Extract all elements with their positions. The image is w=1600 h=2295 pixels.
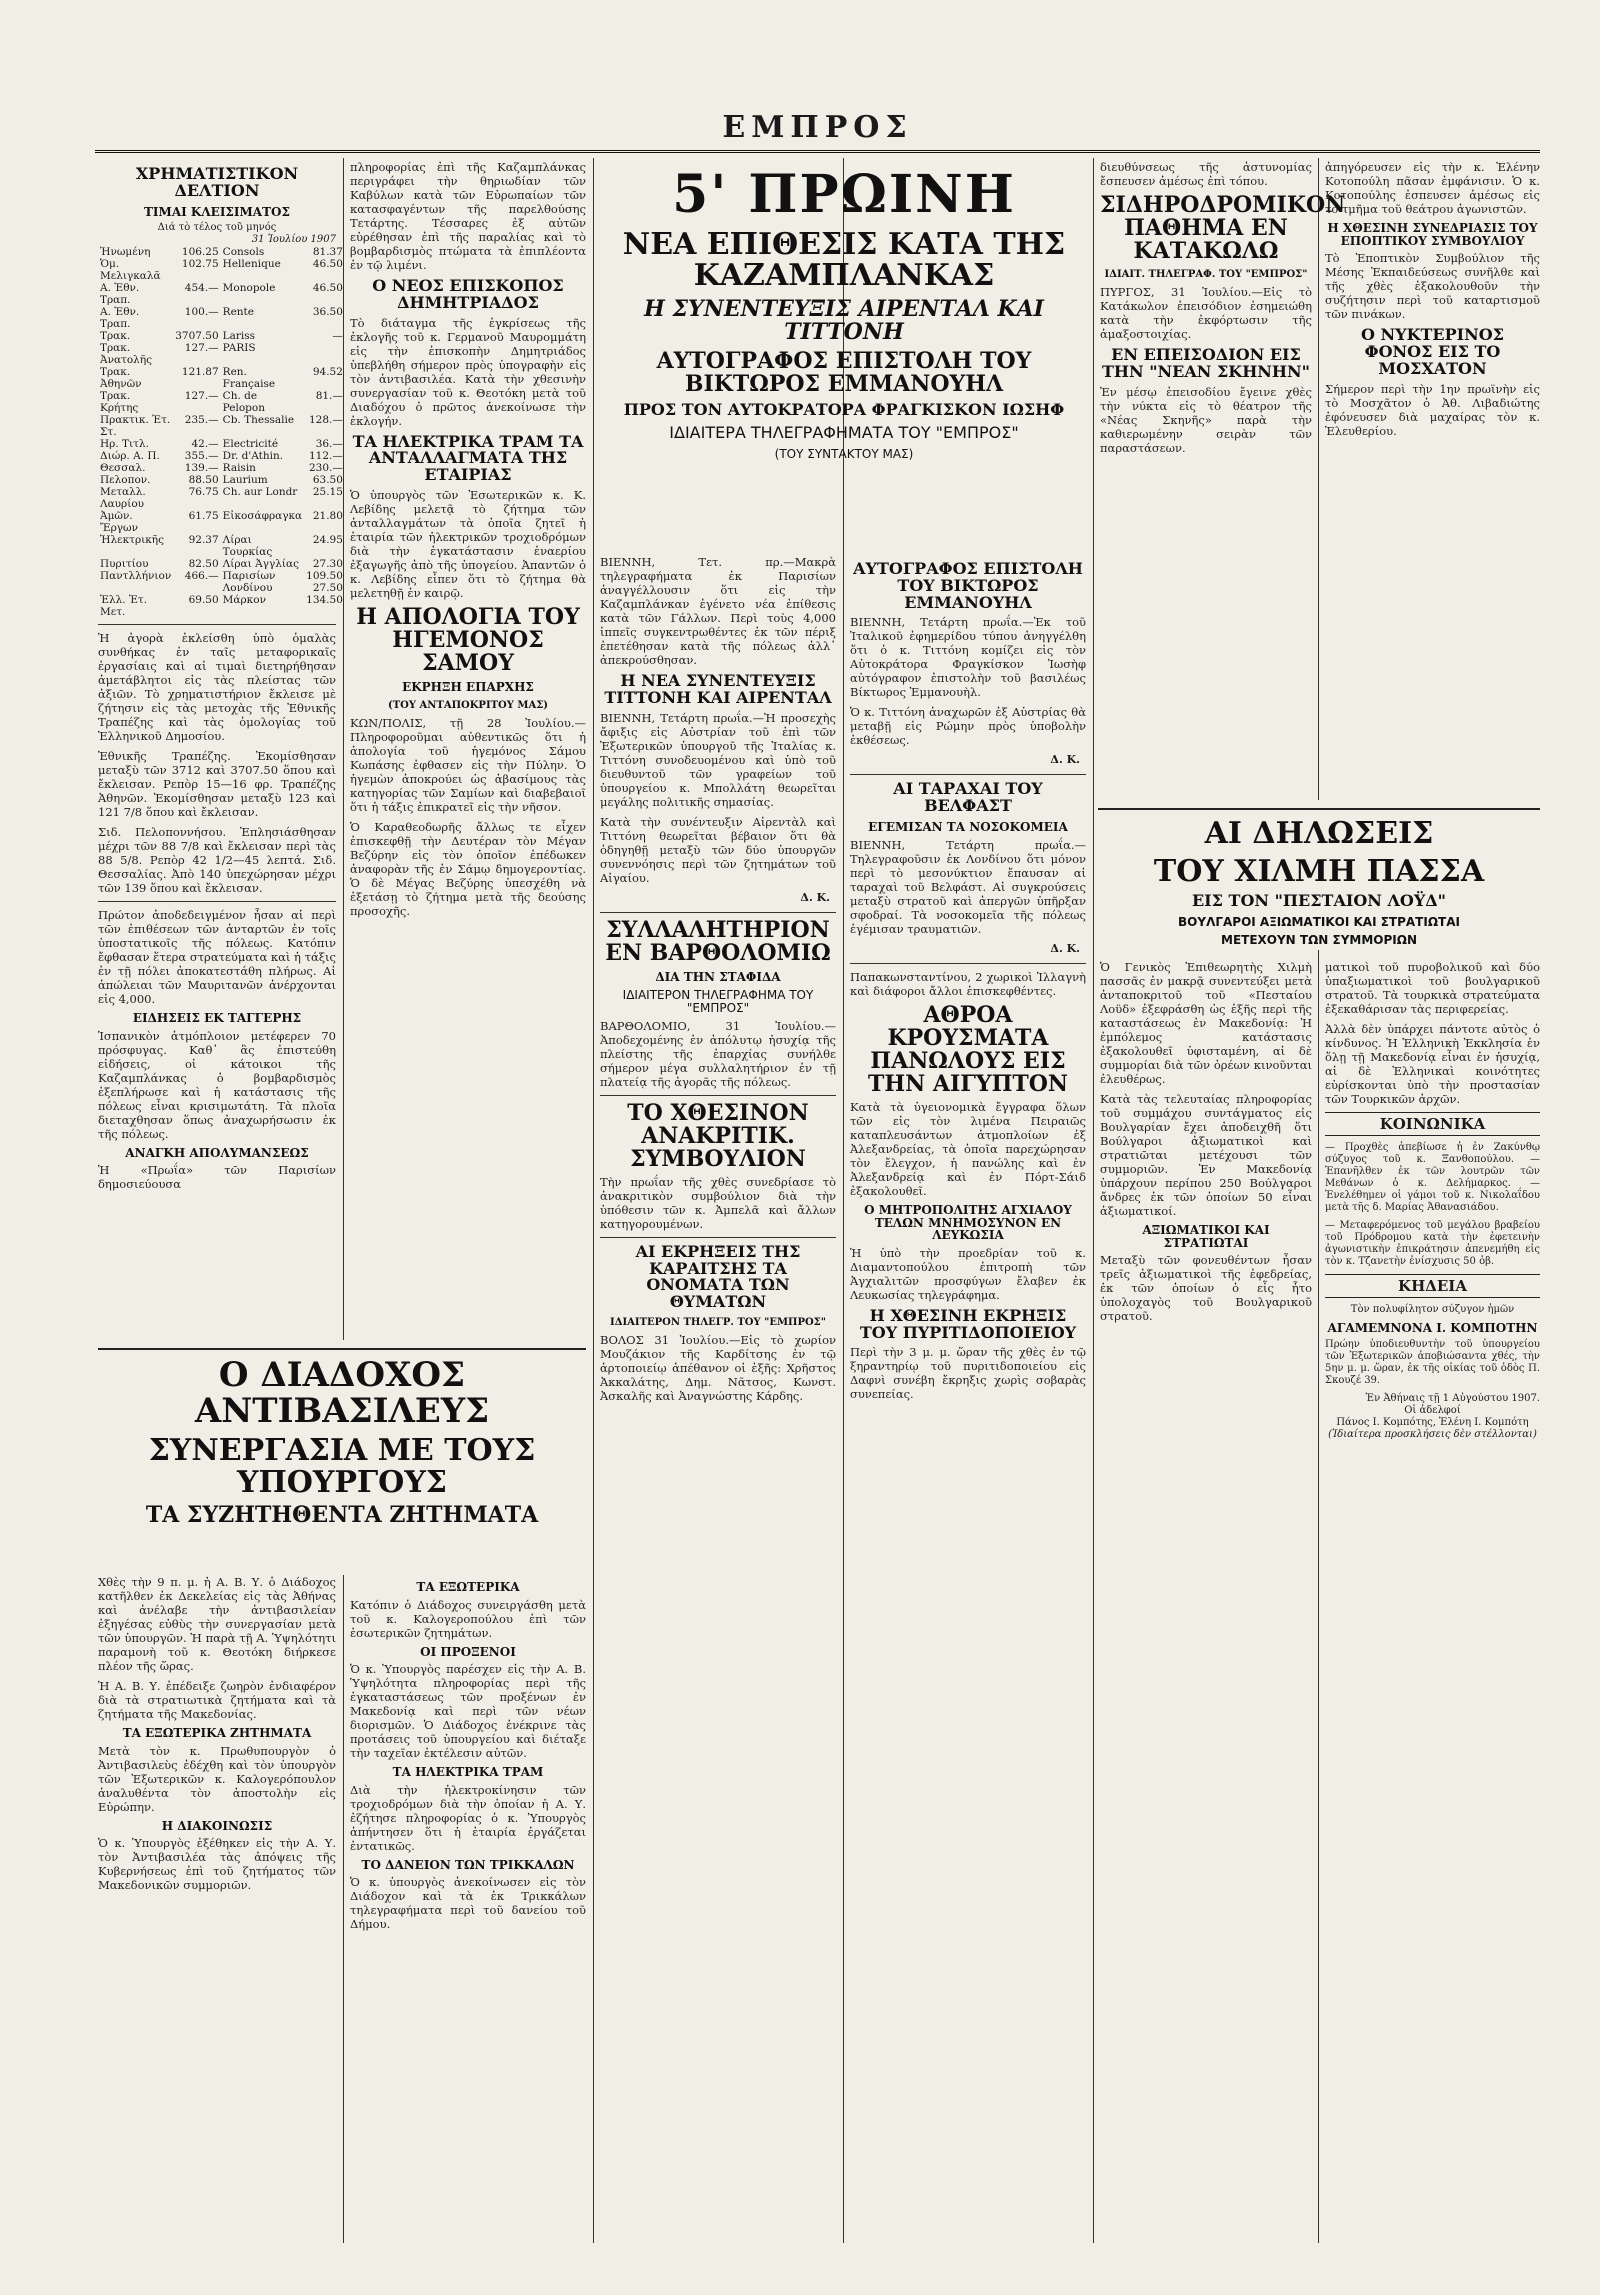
feature-subtitle: ΜΕΤΕΧΟΥΝ ΤΩΝ ΣΥΜΜΟΡΙΩΝ <box>1221 933 1417 948</box>
market-price: 112.— <box>309 450 343 463</box>
masthead-rule <box>95 150 1540 153</box>
article-heading: ΑΙ ΤΑΡΑΧΑΙ ΤΟΥ ΒΕΛΦΑΣΤ <box>893 779 1043 816</box>
market-security: Πελοπον. <box>100 474 151 487</box>
article-subheading: ΙΔΙΑΙΤ. ΤΗΛΕΓΡΑΦ. ΤΟΥ "ΕΜΠΡΟΣ" <box>1104 269 1308 281</box>
market-security: Ἐλλ. Ἐτ. Μετ. <box>100 594 148 619</box>
market-price: 82.50 <box>188 558 219 571</box>
market-row <box>98 474 345 486</box>
headline-sub: Η ΣΥΝΕΝΤΕΥΞΙΣ ΑΙΡΕΝΤΑΛ ΚΑΙ ΤΙΤΤΟΝΗ <box>644 295 1044 345</box>
feature-subtitle: ΒΟΥΛΓΑΡΟΙ ΑΞΙΩΜΑΤΙΚΟΙ ΚΑΙ ΣΤΡΑΤΙΩΤΑΙ <box>1178 914 1460 929</box>
masthead <box>95 110 1540 150</box>
market-security: Ch. de Pelopon <box>222 390 265 415</box>
market-security: Παντλλήνιον <box>100 570 172 583</box>
market-row <box>98 450 345 462</box>
headline-block <box>598 160 1090 550</box>
market-security: Λίραι Ἀγγλίας <box>222 558 299 571</box>
market-price: 466.— <box>184 570 219 583</box>
market-price: 36.— <box>315 438 343 451</box>
market-security: Α. Ἐθν. Τραπ. <box>100 306 140 331</box>
article-heading: ΕΝ ΕΠΕΙΣΟΔΙΟΝ ΕΙΣ ΤΗΝ "ΝΕΑΝ ΣΚΗΝΗΝ" <box>1101 345 1311 382</box>
article-text: Ὁ κ. Τιττόνη ἀναχωρῶν ἐξ Αὐστρίας θὰ μεταβῇ εἰς Ρώμην πρὸς ὑποβολὴν ἐκθέσεως. <box>850 705 1086 748</box>
market-security: Θεσσαλ. <box>100 462 146 475</box>
column-rule <box>1318 158 1319 2243</box>
article-text: Μετὰ τὸν κ. Πρωθυπουργὸν ὁ Ἀντιβασιλεὺς ἐδέχθη καὶ τὸν ὑπουργὸν τῶν Ἐξωτερικῶν κ. Καλογερόπουλον ἀναλυθέντα τὸν ἀποστολὴν εἰς Εὐρώπην. <box>98 1743 336 1814</box>
market-security: Electricité <box>222 438 279 451</box>
article-heading: ΟΙ ΠΡΟΞΕΝΟΙ <box>420 1644 516 1659</box>
article-text: Ἐν μέσῳ ἐπεισοδίου ἔγεινε χθὲς τὴν νύκτα εἰς τὸ θέατρον τῆς «Νέας Σκηνῆς» παρὰ τὴν καθιερωμένην σειρὰν τῶν παραστάσεων. <box>1100 384 1312 455</box>
market-security: Διώρ. Α. Π. <box>100 450 160 463</box>
article-text: ΒΙΕΝΝΗ, Τετ. πρ.—Μακρὰ τηλεγραφήματα ἐκ Παρισίων ἀναγγέλλουσιν ὅτι εἰς τὴν Καζαμπλάνκαν ἐγένετο νέα ἐπίθεσις κατὰ τῶν Γάλλων. Περὶ τοὺς 4,000 ἱππεῖς συγκεντρωθέντες ἐκ τῶν πέριξ ἐπετέθησαν κατὰ τῆς πόλεως ἀλλ᾽ ἀπεκρούσθησαν. <box>600 555 836 667</box>
article-text: Μεταξὺ τῶν φονευθέντων ἦσαν τρεῖς ἀξιωματικοὶ τῆς ἐφεδρείας, ἐκ τῶν ὁποίων ὁ εἷς ἦτο ὑπολοχαγὸς τοῦ Βουλγαρικοῦ στρατοῦ. <box>1100 1253 1312 1324</box>
column-1 <box>98 160 343 1330</box>
article-text: ΒΙΕΝΝΗ, Τετάρτη πρωΐα.—Ἡ προσεχὴς ἄφιξις εἰς Αὐστρίαν τοῦ ἐπὶ τῶν Ἐξωτερικῶν ὑπουργοῦ τῆς Ἰταλίας κ. Τιττόνη συνοδευομένου καὶ ὑπὸ τοῦ διευθυντοῦ τῶν γραφείων τοῦ ὑπουργείου κ. Μπολλάτη θεωρεῖται μεγάλης πολιτικῆς σημασίας. <box>600 710 836 809</box>
market-price: 127.— <box>184 390 219 403</box>
article-text: Ἀλλὰ δὲν ὑπάρχει πάντοτε αὐτὸς ὁ κίνδυνος. Ἡ Ἑλληνικὴ Ἐκκλησία ἐν ὅλῃ τῇ Μακεδονίᾳ εἶναι ἐν ἡσυχίᾳ, αἱ δὲ Ἑλληνικαὶ κοινότητες εὑρίσκονται ὑπὸ τὴν προστασίαν τῶν Τουρκικῶν ἀρχῶν. <box>1325 1022 1540 1106</box>
market-row <box>98 594 345 618</box>
market-price: 109.50 <box>306 570 343 583</box>
article-text: ΒΟΛΟΣ 31 Ἰουλίου.—Εἰς τὸ χωρίον Μουζάκιον τῆς Καρδίτσης ἐν τῷ ἀρτοποιείῳ ἀπέθανον οἱ ἑξῆς: Χρῆστος Ἀκκαλάτης, Δημ. Νᾶτσος, Κωνστ. Ἀσκαλῆς καὶ Ἀναγνώστης Κάρδης. <box>600 1333 836 1404</box>
market-security: Α. Ἐθν. Τραπ. <box>100 282 140 307</box>
regent-subtitle: ΣΥΝΕΡΓΑΣΙΑ ΜΕ ΤΟΥΣ ΥΠΟΥΡΓΟΥΣ <box>148 1433 536 1500</box>
market-security: Εἰκοσάφραγκα <box>222 510 303 523</box>
market-row <box>98 414 345 438</box>
article-text: πληροφορίας ἐπὶ τῆς Καζαμπλάνκας περιγράφει τὴν θηριωδίαν τῶν Καβύλων κατὰ τῶν Εὐρωπαίων τῶν κατασφαγέντων τῆς παρελθούσης Τετάρτης. Τέσσαρες ἐξ αὐτῶν εὑρέθησαν ἐπὶ τῆς παραλίας καὶ τὸ βομβαρδισμὸς πτώματα τὰ ἐπιπλέοντα ἐν τῷ λιμένι. <box>350 160 586 272</box>
column-6-lower <box>1325 960 1540 2235</box>
market-price: 46.50 <box>312 258 343 271</box>
article-text: Τὸ Ἐποπτικὸν Συμβούλιον τῆς Μέσης Ἐκπαιδεύσεως συνῆλθε καὶ τῆς χθὲς ἐξακολουθοῦν τὴν συζήτησιν περὶ τοῦ καταρτισμοῦ τῶν πινάκων. <box>1325 251 1540 322</box>
headline-time: 5' ΠΡΩΙΝΗ <box>672 164 1016 225</box>
market-price: 24.95 <box>312 534 343 547</box>
funeral-date: Ἐν Ἀθήναις τῇ 1 Αὐγούστου 1907. <box>1365 1392 1540 1404</box>
market-row <box>98 366 345 390</box>
market-price: 92.37 <box>188 534 219 547</box>
article-heading: Η ΝΕΑ ΣΥΝΕΝΤΕΥΞΙΣ ΤΙΤΤΟΝΗ ΚΑΙ ΑΙΡΕΝΤΑΛ <box>604 671 832 707</box>
market-price: 106.25 <box>181 246 219 259</box>
market-row <box>98 570 345 582</box>
market-price <box>173 582 220 594</box>
signature: Δ. Κ. <box>1050 941 1080 955</box>
market-price: 134.50 <box>306 594 343 607</box>
signature: Δ. Κ. <box>800 890 830 904</box>
feature-header <box>1098 800 1540 950</box>
market-security: Πυριτίου <box>100 558 149 571</box>
article-heading: ΑΘΡΟΑ ΚΡΟΥΣΜΑΤΑ ΠΑΝΩΛΟΥΣ ΕΙΣ ΤΗΝ ΑΙΓΥΠΤΟΝ <box>867 1001 1069 1097</box>
article-heading: ΣΙΔΗΡΟΔΡΟΜΙΚΟΝ ΠΑΘΗΜΑ ΕΝ ΚΑΤΑΚΩΛΩ <box>1100 192 1346 265</box>
headline-main: ΝΕΑ ΕΠΙΘΕΣΙΣ ΚΑΤΑ ΤΗΣ ΚΑΖΑΜΠΛΑΝΚΑΣ <box>622 226 1066 294</box>
market-row <box>98 258 345 282</box>
column-6 <box>1325 160 1540 800</box>
funeral-note: (Ἰδιαίτερα προσκλήσεις δὲν στέλλονται) <box>1328 1428 1537 1440</box>
signature: Δ. Κ. <box>1050 753 1080 767</box>
market-security: Λίραι Τουρκίας <box>222 534 273 559</box>
column-4 <box>850 555 1086 2235</box>
column-5 <box>1100 160 1346 800</box>
market-security: Μεταλλ. Λαυρίου <box>100 486 146 511</box>
article-subheading: ΙΔΙΑΙΤΕΡΟΝ ΤΗΛΕΓΡ. ΤΟΥ "ΕΜΠΡΟΣ" <box>610 1317 826 1329</box>
article-heading: ΑΝΑΓΚΗ ΑΠΟΛΥΜΑΝΣΕΩΣ <box>125 1145 309 1160</box>
article-heading: ΤΑ ΕΞΩΤΕΡΙΚΑ ΖΗΤΗΜΑΤΑ <box>122 1726 312 1740</box>
article-text: Παπακωνσταντίνου, 2 χωρικοὶ Ἰλλαγνὴ καὶ διάφοροι ἄλλοι ἐπισκεφθέντες. <box>850 969 1086 998</box>
article-text: διευθύνσεως τῆς ἀστυνομίας ἔσπευσεν ἀμέσως ἐπὶ τόπου. <box>1100 160 1312 188</box>
market-price: 27.50 <box>312 582 343 595</box>
feature-title: ΤΟΥ ΧΙΛΜΗ ΠΑΣΣΑ <box>1153 853 1485 889</box>
market-security: Hellenique <box>222 258 281 271</box>
column-5-lower <box>1100 960 1312 2235</box>
market-price: 127.— <box>184 342 219 355</box>
market-security: Laurium <box>222 474 268 487</box>
market-security: Consols <box>222 246 265 259</box>
market-price: 21.80 <box>312 510 343 523</box>
newspaper-title: ΕΜΠΡΟΣ <box>722 110 913 145</box>
article-text: ΚΩΝ/ΠΟΛΙΣ, τῇ 28 Ἰουλίου.—Πληροφοροῦμαι αὐθεντικῶς ὅτι ἡ ἀπολογία τοῦ ἡγεμόνος Σάμου Κωπάσης ἐφθασεν εἰς τὴν Πύλην. Ὁ ἡγεμὼν ἀποκρούει ὡς ἀβασίμους τὰς κατηγορίας τῶν Σαμίων καὶ διαβεβαιοῖ ὅτι ἡ τάξις ἐπικρατεῖ εἰς τὴν νῆσον. <box>350 715 586 814</box>
market-title: ΧΡΗΜΑΤΙΣΤΙΚΟΝ ΔΕΛΤΙΟΝ <box>135 164 299 200</box>
feature-subtitle: ΕΙΣ ΤΟΝ "ΠΕΣΤΑΙΟΝ ΛΟΫΔ" <box>1191 891 1446 910</box>
market-price: — <box>332 330 343 343</box>
market-row <box>98 558 345 570</box>
article-heading: Η ΑΠΟΛΟΓΙΑ ΤΟΥ ΗΓΕΜΟΝΟΣ ΣΑΜΟΥ <box>356 603 580 677</box>
article-source: (ΤΟΥ ΑΝΤΑΠΟΚΡΙΤΟΥ ΜΑΣ) <box>387 699 549 711</box>
market-report: Ἡ ἀγορὰ ἐκλείσθη ὑπὸ ὁμαλὰς συνθήκας ἐν ταῖς μεταφορικαῖς ἐργασίαις καὶ αἱ τιμαὶ διετηρήθησαν ἀμετάβλητοι εἰς τὰς πλείστας τῶν ἀξιῶν. Τὸ χρηματιστήριον ἔκλεισε μὲ ζήτησιν εἰς τὰς μετοχὰς τῆς Ἐθνικῆς Τραπέζης καὶ τὰς ὁμολογίας τοῦ Ἑλληνικοῦ Δημοσίου. <box>98 631 336 744</box>
market-price: 355.— <box>184 450 219 463</box>
article-text: Χθὲς τὴν 9 π. μ. ἡ Α. Β. Υ. ὁ Διάδοχος κατῆλθεν ἐκ Δεκελείας εἰς τὰς Ἀθήνας καὶ ἀνέλαβε τὴν ἀντιβασιλείαν ἐξηγέσας εὐθὺς τὴν συνεργασίαν μετὰ τῶν ὑπουργῶν. Ἡ παρὰ τῇ Α. Ὑψηλότητι παραμονὴ τοῦ κ. Θεοτόκη διήρκεσε πλέον τῆς ὥρας. <box>98 1575 336 1673</box>
market-price: 61.75 <box>188 510 219 523</box>
market-security: Ἀμῶν. Ἔργων <box>100 510 138 535</box>
article-heading: Ο ΜΗΤΡΟΠΟΛΙΤΗΣ ΑΓΧΙΑΛΟΥ ΤΕΛΩΝ ΜΝΗΜΟΣΥΝΟΝ ΕΝ ΛΕΥΚΩΣΙΑ <box>864 1202 1072 1243</box>
article-text: Διὰ τὴν ἠλεκτροκίνησιν τῶν τροχιοδρόμων διὰ τὴν ὁποίαν ἡ Α. Υ. ἐζήτησε πληροφορίας ὁ κ. Ὑπουργὸς ἀπήντησεν ὅτι ἡ ἑταιρία ἐργάζεται ἐντατικῶς. <box>350 1782 586 1853</box>
article-text: Περὶ τὴν 3 μ. μ. ὥραν τῆς χθὲς ἐν τῷ ξηραντηρίῳ τοῦ πυριτιδοποιείου εἰς Δαφνὶ συνέβη ἔκρηξις χωρὶς σοβαρὰς συνεπείας. <box>850 1345 1086 1402</box>
article-text: — Προχθὲς ἀπεβίωσε ἡ ἐν Ζακύνθῳ σύζυγος τοῦ κ. Ξανθοπούλου. — Ἐπανῆλθεν ἐκ τῶν λουτρῶν τῶν Μεθάνων ὁ κ. Δελήμαρκος. — Ἐνελέθημεν οἱ γάμοι τοῦ κ. Νικολαΐδου μετὰ τῆς δ. Μαρίας Ἀθανασιάδου. <box>1325 1142 1540 1213</box>
article-subheading: ΕΓΕΜΙΣΑΝ ΤΑ ΝΟΣΟΚΟΜΕΙΑ <box>868 819 1068 834</box>
market-price: 100.— <box>184 306 219 319</box>
article-text: Σήμερον περὶ τὴν 1ην πρωϊνὴν εἰς τὸ Μοσχᾶτον ὁ Ἀθ. Λιβαδιώτης ἐφόνευσεν διὰ μαχαίρας τὸν κ. Ἐλευθερίου. <box>1325 381 1540 438</box>
section-heading: ΚΗΔΕΙΑ <box>1325 1274 1540 1298</box>
market-security: Λονδίνου <box>222 582 273 595</box>
headline-source: (ΤΟΥ ΣΥΝΤΑΚΤΟΥ ΜΑΣ) <box>774 446 914 461</box>
market-security: Μάρκον <box>222 594 266 607</box>
article-heading: ΤΑ ΕΞΩΤΕΡΙΚΑ <box>416 1580 520 1594</box>
market-security: Πρακτικ. Ἐτ. Στ. <box>100 414 171 439</box>
article-text: ΒΙΕΝΝΗ, Τετάρτη πρωΐα.—Τηλεγραφοῦσιν ἐκ Λονδίνου ὅτι μόνον περὶ τὸ μεσονύκτιον ἔπαυσαν αἱ ταραχαὶ τοῦ Βελφάστ. Αἱ συγκρούσεις μεταξὺ στρατοῦ καὶ ἀπεργῶν ὑπῆρξαν σφοδραί. Τὰ νοσοκομεῖα τῆς πόλεως ἐγέμισαν τραυματιῶν. <box>850 837 1086 936</box>
market-table <box>98 246 345 618</box>
market-price: 230.— <box>309 462 343 475</box>
article-text: Κατὰ τὰς τελευταίας πληροφορίας τοῦ συμμάχου συντάγματος εἰς Βουλγαρίαν ἔχει ἀποδειχθῆ ὅτι Βούλγαροι ἀξιωματικοὶ καὶ στρατιῶται μετέχουσι τῶν συμμοριῶν. Ἐν Μακεδονίᾳ ὑπάρχουν περίπου 250 Βούλγαροι ἄνδρες ἐκ τῶν ὁποίων 50 εἶναι ἀξιωματικοί. <box>1100 1092 1312 1218</box>
market-row <box>98 306 345 330</box>
market-price: 88.50 <box>188 474 219 487</box>
market-row <box>98 510 345 534</box>
market-price: 36.50 <box>312 306 343 319</box>
article-text: ἀπηγόρευσεν εἰς τὴν κ. Ἑλένην Κοτοπούλη πᾶσαν ἐμφάνισιν. Ὁ κ. Κοτοπούλης ἐσπευσεν ἀμέσως εἰς τὸ τμῆμα τοῦ θεάτρου ἀγωνιστῶν. <box>1325 160 1540 216</box>
article-heading: Ο ΝΥΚΤΕΡΙΝΟΣ ΦΟΝΟΣ ΕΙΣ ΤΟ ΜΟΣΧΑΤΟΝ <box>1361 325 1504 378</box>
market-security: Dr. d'Athin. <box>222 450 284 463</box>
market-security: Monopole <box>222 282 276 295</box>
market-price: 81.37 <box>312 246 343 259</box>
market-price: 94.52 <box>312 366 343 379</box>
article-text: Ὁ ὑπουργὸς τῶν Ἐσωτερικῶν κ. Κ. Λεβίδης μελετᾷ τὸ ζήτημα τῶν ἀνταλλαγμάτων τὰ ὁποῖα ζητεῖ ἡ ἑταιρία τῶν ἠλεκτρικῶν τροχιοδρόμων διὰ τὴν ἐγκατάστασιν ἐναερίου ἐξαγωγῆς ἀπὸ τῆς ὑπογείου. Ἀπαντῶν ὁ κ. Λεβίδης εἶπεν ὅτι τὸ ζήτημα θὰ μελετηθῇ ἐν καιρῷ. <box>350 487 586 600</box>
article-subheading: ΔΙΑ ΤΗΝ ΣΤΑΦΙΔΑ <box>655 969 781 984</box>
article-heading: ΑΥΤΟΓΡΑΦΟΣ ΕΠΙΣΤΟΛΗ ΤΟΥ ΒΙΚΤΩΡΟΣ ΕΜΜΑΝΟΥΗΛ <box>853 559 1083 612</box>
market-security: Τρακ. Ἀνατολῆς <box>100 342 153 367</box>
market-price <box>304 342 345 366</box>
headline-sub: ΙΔΙΑΙΤΕΡΑ ΤΗΛΕΓΡΑΦΗΜΑΤΑ ΤΟΥ "ΕΜΠΡΟΣ" <box>669 422 1019 442</box>
market-security: Cb. Thessalie <box>222 414 295 427</box>
regent-subtitle: ΤΑ ΣΥΖΗΤΗΘΕΝΤΑ ΖΗΤΗΜΑΤΑ <box>145 1502 539 1529</box>
article-heading: Η ΔΙΑΚΟΙΝΩΣΙΣ <box>161 1818 273 1833</box>
market-security: Παρισίων <box>222 570 276 583</box>
market-price: 139.— <box>184 462 219 475</box>
article-text: Ὁ κ. Ὑπουργὸς ἐξέθηκεν εἰς τὴν Α. Υ. τὸν Ἀντιβασιλέα τὰς ἀπόψεις τῆς Κυβερνήσεως ἐπὶ τοῦ ζητήματος τῶν Μακεδονικῶν συμμοριῶν. <box>98 1836 336 1893</box>
article-text: ΒΙΕΝΝΗ, Τετάρτη πρωΐα.—Ἐκ τοῦ Ἰταλικοῦ ἐφημερίδου τύπου ἀνηγγέλθη ὅτι ὁ κ. Τιττόνη κομίζει εἰς τὸν Αὐτοκράτορα Φραγκίσκον Ἰωσὴφ αὐτόγραφον ἐπιστολὴν τοῦ βασιλέως Βίκτωρος Ἐμμανουὴλ. <box>850 615 1086 700</box>
market-security: Ch. aur Londr <box>222 486 298 499</box>
market-price: 102.75 <box>181 258 219 271</box>
market-security <box>98 582 173 594</box>
article-heading: ΑΙ ΕΚΡΗΞΕΙΣ ΤΗΣ ΚΑΡΑΙΤΣΗΣ ΤΑ ΟΝΟΜΑΤΑ ΤΩΝ ΘΥΜΑΤΩΝ <box>635 1241 801 1312</box>
article-text: Ὁ Γενικὸς Ἐπιθεωρητὴς Χιλμὴ πασσᾶς ἐν μακρᾷ συνεντεύξει μετὰ ἀνταποκριτοῦ τοῦ «Πεσταίου Λοϋδ» ἐξεφράσθη ὡς ἑξῆς περὶ τῆς καταστάσεως ἐν Μακεδονίᾳ: Ἡ ἐμπόλεμος κατάστασις ἐξακολουθεῖ ὑφισταμένη, αἱ δὲ συμμορίαι διὰ τῶν ὀρέων κινοῦνται ἐλευθέρως. <box>1100 960 1312 1086</box>
article-heading: ΤΑ ΗΛΕΚΤΡΙΚΑ ΤΡΑΜ ΤΑ ΑΝΤΑΛΛΑΓΜΑΤΑ ΤΗΣ ΕΤΑΙΡΙΑΣ <box>352 431 584 485</box>
market-row <box>98 438 345 450</box>
article-subheading: ΕΚΡΗΞΗ ΕΠΑΡΧΗΣ <box>402 680 534 695</box>
market-security: Lariss <box>222 330 256 343</box>
market-period: Διά τὸ τέλος τοῦ μηνός <box>157 222 277 234</box>
article-text: Πρώτον ἀποδεδειγμένον ἦσαν αἱ περὶ τῶν ἐπιθέσεων τῶν ἀνταρτῶν ἐν τοῖς ὑποστατικοῖς τῆς πόλεως. Κατόπιν ἔφθασαν ἕτερα στρατεύματα καὶ ἡ τάξις ἐν τῇ πόλει ἀποκατεστάθη πλήρως. Αἱ ἀπώλειαι τῶν Μαυριτανῶν ἀνέρχονται εἰς 4,000. <box>98 908 336 1007</box>
market-row <box>98 342 345 366</box>
market-row <box>98 390 345 414</box>
article-text: Ὁ Καραθεοδωρῆς ἄλλως τε εἶχεν ἐπισκεφθῇ τὴν Δευτέραν τὸν Μέγαν Βεζύρην εἰς τὸν ὁποῖον ἐπέδωκεν ἀναφορὰν τῆς ἐν Σάμῳ δημογεροντίας. Ὁ δὲ Μέγας Βεζύρης ὑπεσχέθη νὰ ἐξετάσῃ τὸ ζήτημα μετὰ τῆς δεούσης προσοχῆς. <box>350 819 586 918</box>
article-text: Ὁ κ. ὑπουργὸς ἀνεκοίνωσεν εἰς τὸν Διάδοχον καὶ τὰ ἐκ Τρικκάλων τηλεγραφήματα περὶ τοῦ δανείου τοῦ Δήμου. <box>350 1875 586 1932</box>
regent-title: Ο ΔΙΑΔΟΧΟΣ ΑΝΤΙΒΑΣΙΛΕΥΣ <box>194 1355 490 1431</box>
column-1-lower <box>98 1575 336 2235</box>
market-price: 128.— <box>309 414 343 427</box>
market-price: 76.75 <box>188 486 219 499</box>
article-heading: ΤΑ ΗΛΕΚΤΡΙΚΑ ΤΡΑΜ <box>392 1765 544 1780</box>
market-date: 31 Ἰουλίου 1907 <box>251 234 336 246</box>
funeral-name: ΑΓΑΜΕΜΝΟΝΑ Ι. ΚΟΜΠΟΤΗΝ <box>1327 1321 1538 1335</box>
feature-title: ΑΙ ΔΗΛΩΣΕΙΣ <box>1204 816 1434 851</box>
article-text: Τὴν πρωΐαν τῆς χθὲς συνεδρίασε τὸ ἀνακριτικὸν συμβούλιον διὰ τὴν ὑπόθεσιν τῶν κ. Ἀμπελᾶ καὶ ἄλλων κατηγορουμένων. <box>600 1174 836 1231</box>
article-heading: ΤΟ ΔΑΝΕΙΟΝ ΤΩΝ ΤΡΙΚΚΑΛΩΝ <box>361 1857 575 1872</box>
column-2-lower <box>350 1575 586 2235</box>
market-security: Τρακ. Ἀθηνῶν <box>100 366 142 391</box>
column-2 <box>350 160 586 1290</box>
article-text: Ἡ «Πρωΐα» τῶν Παρισίων δημοσιεύουσα <box>98 1163 336 1192</box>
market-security: Rente <box>222 306 254 319</box>
article-text: Κατόπιν ὁ Διάδοχος συνειργάσθη μετὰ τοῦ κ. Καλογεροπούλου ἐπὶ τῶν ἐσωτερικῶν ζητημάτων. <box>350 1597 586 1640</box>
market-price: 3707.50 <box>175 330 219 343</box>
market-row <box>98 582 345 594</box>
market-security: Ηρ. Τιτλ. <box>100 438 149 451</box>
article-text: ΠΥΡΓΟΣ, 31 Ἰουλίου.—Εἰς τὸ Κατάκωλον ἐπεισόδιον ἐσημειώθη κατὰ τὴν ἐκφόρτωσιν τῆς ἀμαξοστοιχίας. <box>1100 285 1312 342</box>
market-report: Ἐθνικῆς Τραπέζης. Ἐκομίσθησαν μεταξὺ τῶν 3712 καὶ 3707.50 ὅπου καὶ ἔκλεισαν. Ρεπὸρ 15—16 φρ. Τραπέζης Ἀθηνῶν. Ἐκομίσθησαν μεταξὺ 123 καὶ 121 7/8 ὅπου καὶ ἔκλεισαν. <box>98 749 336 820</box>
market-row <box>98 534 345 558</box>
funeral-text: Τὸν πολυφίλητον σύζυγον ἡμῶν <box>1350 1304 1515 1315</box>
market-price: 235.— <box>184 414 219 427</box>
article-text: Ἡ Α. Β. Υ. ἐπέδειξε ζωηρὸν ἐνδιαφέρον διὰ τὰ στρατιωτικὰ ζητήματα καὶ τὰ ζητήματα τῆς Μακεδονίας. <box>98 1679 336 1721</box>
market-security: Ὁμ. Μελιγκαλᾶ <box>100 258 161 283</box>
market-price: 46.50 <box>312 282 343 295</box>
article-heading: Ο ΝΕΟΣ ΕΠΙΣΚΟΠΟΣ ΔΗΜΗΤΡΙΑΔΟΣ <box>372 276 564 312</box>
market-security: Ἠνωμένη <box>100 246 151 259</box>
market-price: 27.30 <box>312 558 343 571</box>
article-heading: Η ΧΘΕΣΙΝΗ ΕΚΡΗΞΙΣ ΤΟΥ ΠΥΡΙΤΙΔΟΠΟΙΕΙΟΥ <box>859 1305 1077 1342</box>
article-text: Ἱσπανικὸν ἀτμόπλοιον μετέφερεν 70 πρόσφυγας. Καθ᾽ ἃς ἐπιστεύθη εἰδήσεις, οἱ κάτοικοι τῆς Καζαμπλάνκας ὁ βομβαρδισμὸς ἐξεπλήρωσε καὶ ἡ κατάστασις τῆς πόλεως εἶναι κρισιμωτάτη. Τὰ πλοῖα διεταχθησαν ὅπως ἀναχωρήσωσιν ἐκ τῆς πόλεως. <box>98 1028 336 1141</box>
market-row <box>98 282 345 306</box>
market-price: 69.50 <box>188 594 219 607</box>
market-row <box>98 246 345 258</box>
funeral-text: Πρώην ὑποδιευθυντὴν τοῦ ὑπουργείου τῶν Ἐξωτερικῶν ἀποβιώσαντα χθές, τὴν 5ην μ. μ. ὥραν, ἐκ τῆς οἰκίας τοῦ ὁδὸς Π. Σκουζέ 39. <box>1325 1338 1540 1386</box>
market-price: 81.— <box>315 390 343 403</box>
market-subtitle: ΤΙΜΑΙ ΚΛΕΙΣΙΜΑΤΟΣ <box>144 204 290 219</box>
market-price: 63.50 <box>312 474 343 487</box>
market-report: Σιδ. Πελοποννήσου. Ἐπλησιάσθησαν μέχρι τῶν 88 7/8 καὶ ἔκλεισαν περὶ τὰς 88 5/8. Ρεπὸρ 42 1/2—45 λεπτά. Σιδ. Θεσσαλίας. Ἀπὸ 140 ὑπεχώρησαν μέχρι τῶν 139 ὅπου καὶ ἔκλεισαν. <box>98 825 336 896</box>
article-heading: ΣΥΛΛΑΛΗΤΗΡΙΟΝ ΕΝ ΒΑΡΘΟΛΟΜΙΩ <box>605 916 831 966</box>
funeral-signatories: Οἱ ἀδελφοί <box>1404 1404 1461 1416</box>
section-heading: ΚΟΙΝΩΝΙΚΑ <box>1325 1112 1540 1136</box>
article-text: Ἡ ὑπὸ τὴν προεδρίαν τοῦ κ. Διαμαντοπούλου ἐπιτροπὴ τῶν Ἀγχιαλιτῶν προσφύγων ἔλαβεν ἐκ Λευκωσίας τηλεγράφημα. <box>850 1245 1086 1302</box>
regent-header <box>98 1340 586 1575</box>
article-heading: ΤΟ ΧΘΕΣΙΝΟΝ ΑΝΑΚΡΙΤΙΚ. ΣΥΜΒΟΥΛΙΟΝ <box>627 1099 809 1172</box>
market-row <box>98 330 345 342</box>
column-rule <box>1093 158 1094 2243</box>
funeral-signatories: Πάνος Ι. Κομπότης, Ἑλένη Ι. Κομπότη <box>1336 1416 1529 1428</box>
column-rule <box>593 158 594 2243</box>
column-3 <box>600 555 836 2235</box>
market-price: 42.— <box>191 438 219 451</box>
market-security: Ren. Française <box>222 366 276 391</box>
headline-sub: ΠΡΟΣ ΤΟΝ ΑΥΤΟΚΡΑΤΟΡΑ ΦΡΑΓΚΙΣΚΟΝ ΙΩΣΗΦ <box>623 399 1065 419</box>
article-text: Ὁ κ. Ὑπουργὸς παρέσχεν εἰς τὴν Α. Β. Ὑψηλότητα πληροφορίας περὶ τῆς ἐγκαταστάσεως τῶν προξένων ἐν Μακεδονίᾳ καὶ περὶ τῶν νέων διορισμῶν. Ὁ Διάδοχος ἐνέκρινε τὰς προτάσεις τοῦ ὑπουργείου καὶ διέταξε τὴν ταχεῖαν ἐκτέλεσιν αὐτῶν. <box>350 1662 586 1761</box>
market-row <box>98 486 345 510</box>
market-security: PARIS <box>222 342 256 355</box>
market-price: 121.87 <box>181 366 219 379</box>
article-text: Κατὰ τὴν συνέντευξιν Αἰρεντὰλ καὶ Τιττόνη θεωρεῖται βέβαιον ὅτι θὰ ὁδηγηθῇ μεταξὺ τῶν δύο ὑπουργῶν συνεννόησις περὶ τῶν ζητημάτων τοῦ Αἰγαίου. <box>600 814 836 885</box>
article-text: — Μεταφερόμενος τοῦ μεγάλου βραβείου τοῦ Πρόδρομου κατὰ τὴν ἐφετεινὴν ἀγωνιστικὴν ἐπικράτησιν ἀπενεμήθη εἰς τὸν κ. Τζανετὴν ἐνίσχυσις 50 ὀβ. <box>1325 1220 1540 1267</box>
article-heading: ΕΙΔΗΣΕΙΣ ΕΚ ΤΑΓΓΕΡΗΣ <box>132 1011 302 1026</box>
article-text: Τὸ διάταγμα τῆς ἐγκρίσεως τῆς ἐκλογῆς τοῦ κ. Γερμανοῦ Μαυρομμάτη εἰς τὴν ἐπισκοπὴν Δημητριάδος ὑπεβλήθη σήμερον πρὸς ὑπογραφὴν εἰς τὸν ἀντιβασιλέα. Κατὰ τὴν χθεσινὴν συνεργασίαν τοῦ κ. Θεοτόκη μετὰ τοῦ Διαδόχου ὁ πρῶτος ἀνεκοίνωσε τὴν ἐκλογήν. <box>350 315 586 428</box>
article-heading: ΑΞΙΩΜΑΤΙΚΟΙ ΚΑΙ ΣΤΡΑΤΙΩΤΑΙ <box>1142 1223 1270 1250</box>
market-row <box>98 462 345 474</box>
headline-sub: ΑΥΤΟΓΡΑΦΟΣ ΕΠΙΣΤΟΛΗ ΤΟΥ ΒΙΚΤΩΡΟΣ ΕΜΜΑΝΟΥΗΛ <box>656 347 1032 397</box>
article-text: ΒΑΡΘΟΛΟΜΙΟ, 31 Ἰουλίου.—Ἀποδεχομένης ἐν ἀπόλυτῳ ἡσυχίᾳ τῆς πλείστης τῆς ἐπαρχίας συνήλθε σήμερον μέγα συλλαλητήριον ἐν τῇ πλατείᾳ τῆς ἀγορᾶς τῆς πόλεως. <box>600 1018 836 1089</box>
market-security: Ἠλεκτρικῆς <box>100 534 164 547</box>
article-heading: Η ΧΘΕΣΙΝΗ ΣΥΝΕΔΡΙΑΣΙΣ ΤΟΥ ΕΠΟΠΤΙΚΟΥ ΣΥΜΒΟΥΛΙΟΥ <box>1327 221 1538 248</box>
article-text: Κατὰ τὰ ὑγειονομικὰ ἔγγραφα ὅλων τῶν εἰς τὸν λιμένα Πειραιῶς καταπλευσάντων ἀτμοπλοίων ἐξ Ἀλεξανδρείας, τὰ ὁποῖα παρεχώρησαν τὸν ἔλεγχον, ἡ πανώλης καὶ ἐν Ἀλεξανδρείᾳ καὶ ἐν Πόρτ-Σάιδ ἐξακολουθεῖ. <box>850 1099 1086 1198</box>
market-security: Raisin <box>222 462 256 475</box>
market-security: Τρακ. Κρήτης <box>100 390 139 415</box>
market-security: Τρακ. <box>100 330 131 343</box>
market-price: 454.— <box>184 282 219 295</box>
article-text: ματικοὶ τοῦ πυροβολικοῦ καὶ δύο ὑπαξιωματικοὶ τοῦ βουλγαρικοῦ στρατοῦ. Τὰ τουρκικὰ στρατεύματα ἐξεκαθάρισαν τὰς περιφερείας. <box>1325 960 1540 1016</box>
article-subheading: ΙΔΙΑΙΤΕΡΟΝ ΤΗΛΕΓΡΑΦΗΜΑ ΤΟΥ "ΕΜΠΡΟΣ" <box>622 988 814 1015</box>
market-price: 25.15 <box>312 486 343 499</box>
